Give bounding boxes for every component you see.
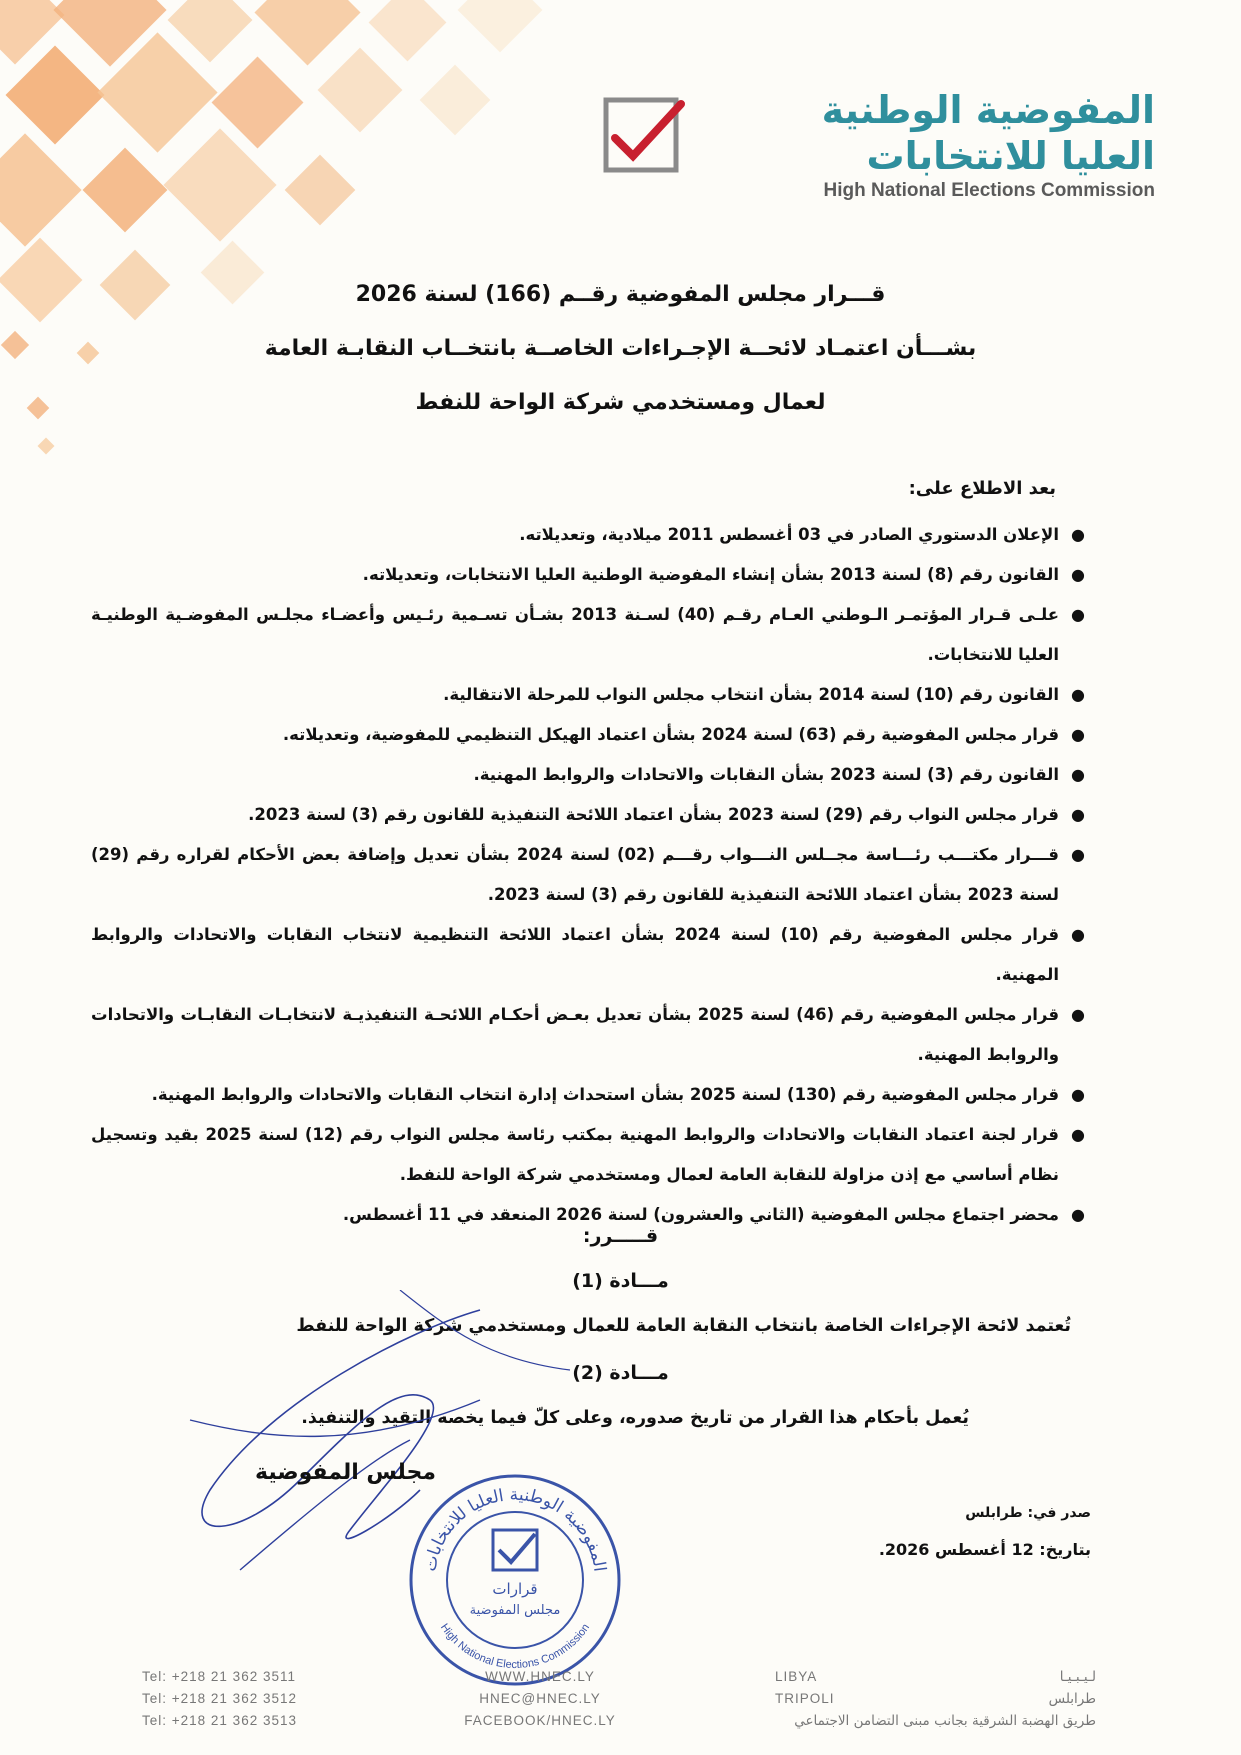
- stamp-center-line1: قرارات: [492, 1580, 538, 1598]
- bullet-icon: ●: [1071, 765, 1085, 784]
- issued-place: صدر في: طرابلس: [965, 1505, 1091, 1521]
- bullet-icon: ●: [1071, 805, 1085, 824]
- bullet-icon: ●: [1071, 605, 1085, 624]
- official-stamp: [405, 1470, 625, 1690]
- footer-email-link[interactable]: HNEC@HNEC.LY: [479, 1691, 601, 1706]
- signer-title: مجلس المفوضية: [255, 1460, 436, 1485]
- bullet-icon: ●: [1071, 1125, 1085, 1144]
- footer-web: [430, 1666, 650, 1732]
- bullet-icon: ●: [1071, 1085, 1085, 1104]
- issued-date: بتاريخ: 12 أغسطس 2026.: [878, 1540, 1091, 1559]
- footer-phone: Tel: +218 21 362 3511: [142, 1669, 296, 1684]
- logo-arabic-line2: العليا للانتخابات: [866, 134, 1155, 178]
- article-2-text: يُعمل بأحكام هذا القرار من تاريخ صدوره، وعلى كلّ فيما يخصه التقيد والتنفيذ.: [301, 1408, 969, 1428]
- hnec-logo: [595, 88, 1155, 208]
- list-item: ● قرار مجلس المفوضية رقم (130) لسنة 2025 بشأن استحداث إدارة انتخاب النقابات والاتحادات والروابط المهنية.: [91, 1075, 1091, 1115]
- svg-text:High National Elections Commis: [438, 1622, 592, 1671]
- stamp-checkbox-icon: [493, 1530, 537, 1570]
- bullet-icon: ●: [1071, 685, 1085, 704]
- checkmark-box-icon: [603, 94, 685, 176]
- references-list: [91, 515, 1091, 1235]
- list-item: ● قرار مجلس المفوضية رقم (63) لسنة 2024 بشأن اعتماد الهيكل التنظيمي للمفوضية، وتعديلاته.: [91, 715, 1091, 755]
- bullet-icon: ●: [1071, 925, 1085, 944]
- decision-subject-line1: بشـــأن اعتمـاد لائحــة الإجـراءات الخاصــة بانتخــاب النقابـة العامة: [264, 336, 977, 361]
- footer-location-ar: [794, 1666, 1096, 1732]
- list-item: ● الإعلان الدستوري الصادر في 03 أغسطس 2011 ميلادية، وتعديلاته.: [91, 515, 1091, 555]
- footer-country-ar: لـيـبـيـا: [1059, 1669, 1096, 1685]
- footer-phone: Tel: +218 21 362 3513: [142, 1713, 297, 1728]
- references-intro: بعد الاطلاع على:: [908, 478, 1056, 499]
- list-item: ● قرار مجلس المفوضية رقم (46) لسنة 2025 بشأن تعديل بعـض أحكـام اللائحـة التنفيذيـة لانتخابـات النقابـات والاتحادات والروابط المهنية.: [91, 995, 1091, 1075]
- bullet-icon: ●: [1071, 845, 1085, 864]
- list-item: ● علـى قـرار المؤتمـر الـوطني العـام رقـم (40) لسـنة 2013 بشـأن تسـمية رئـيس وأعضـاء مجلـس المفوضـية الوطنيـة العليا للانتخابات.: [91, 595, 1091, 675]
- list-item: ● قـــرار مكتـــب رئـــاسة مجــلس النـــواب رقـــم (02) لسنة 2024 بشأن تعديل وإضافة بعض الأحكام لقراره رقم (29) لسنة 2023 بشأن اعتماد اللائحة التنفيذية للقانون رقم (3) لسنة 2023.: [91, 835, 1091, 915]
- stamp-center-line2: مجلس المفوضية: [469, 1603, 561, 1618]
- footer-phone: Tel: +218 21 362 3512: [142, 1691, 297, 1706]
- footer-website-link[interactable]: WWW.HNEC.LY: [485, 1669, 595, 1684]
- decision-heading: قـــــرر:: [582, 1225, 659, 1247]
- article-1-text: تُعتمد لائحة الإجراءات الخاصة بانتخاب النقابة العامة للعمال ومستخدمي شركة الواحة للنفط: [296, 1316, 1071, 1336]
- logo-arabic-line1: المفوضية الوطنية: [821, 88, 1155, 132]
- bullet-icon: ●: [1071, 1005, 1085, 1024]
- list-item: ● قرار مجلس النواب رقم (29) لسنة 2023 بشأن اعتماد اللائحة التنفيذية للقانون رقم (3) لسنة 2023.: [91, 795, 1091, 835]
- bullet-icon: ●: [1071, 725, 1085, 744]
- article-1-heading: مـــادة (1): [572, 1270, 669, 1292]
- list-item: ● قرار مجلس المفوضية رقم (10) لسنة 2024 بشأن اعتماد اللائحة التنظيمية لانتخاب النقابات والاتحادات والروابط المهنية.: [91, 915, 1091, 995]
- stamp-english-ring: High National Elections Commission: [437, 1621, 593, 1672]
- list-item: ● القانون رقم (3) لسنة 2023 بشأن النقابات والاتحادات والروابط المهنية.: [91, 755, 1091, 795]
- footer-address-ar: طريق الهضبة الشرقية بجانب مبنى التضامن الاجتماعي: [794, 1713, 1096, 1729]
- list-item: ● القانون رقم (10) لسنة 2014 بشأن انتخاب مجلس النواب للمرحلة الانتقالية.: [91, 675, 1091, 715]
- list-item: ● قرار لجنة اعتماد النقابات والاتحادات والروابط المهنية بمكتب رئاسة مجلس النواب رقم (12) لسنة 2025 بقيد وتسجيل نظام أساسي مع إذن مزاولة للنقابة العامة لعمال ومستخدمي شركة الواحة للنفط.: [91, 1115, 1091, 1195]
- list-item: ● القانون رقم (8) لسنة 2013 بشأن إنشاء المفوضية الوطنية العليا الانتخابات، وتعديلاته.: [91, 555, 1091, 595]
- logo-english: High National Elections Commission: [823, 180, 1155, 201]
- bullet-icon: ●: [1071, 565, 1085, 584]
- article-2-heading: مـــادة (2): [572, 1362, 669, 1384]
- stamp-arabic-ring: المفوضية الوطنية العليا للانتخابات: [420, 1484, 610, 1574]
- bullet-icon: ●: [1071, 1205, 1085, 1224]
- list-item: ● محضر اجتماع مجلس المفوضية (الثاني والعشرون) لسنة 2026 المنعقد في 11 أغسطس.: [91, 1195, 1091, 1235]
- footer-city: TRIPOLI: [775, 1691, 835, 1706]
- footer-phones: [142, 1666, 297, 1732]
- decision-title: قـــرار مجلس المفوضية رقــم (166) لسنة 2026: [355, 282, 886, 307]
- footer-country: LIBYA: [775, 1669, 818, 1684]
- footer-facebook-link[interactable]: FACEBOOK/HNEC.LY: [464, 1713, 616, 1728]
- bullet-icon: ●: [1071, 525, 1085, 544]
- footer-city-ar: طرابلس: [1048, 1691, 1096, 1707]
- decision-subject-line2: لعمال ومستخدمي شركة الواحة للنفط: [415, 390, 826, 415]
